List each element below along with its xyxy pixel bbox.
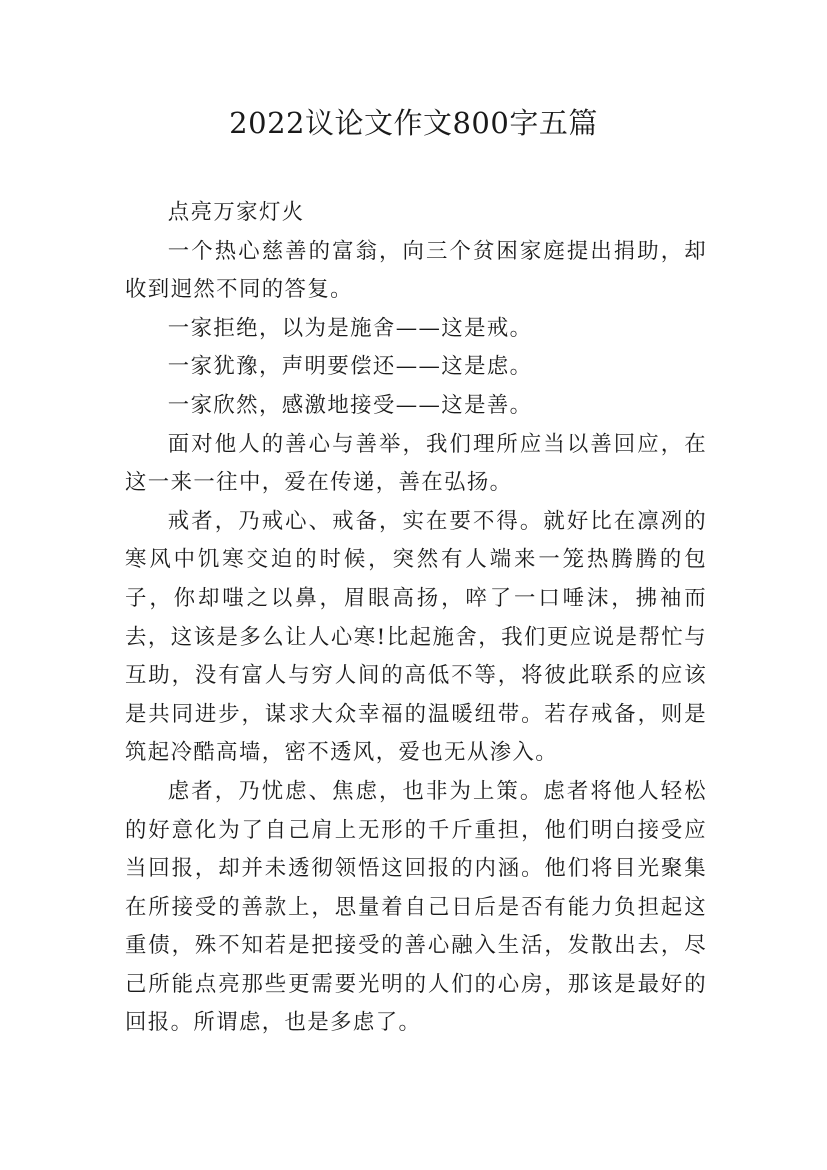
- document-title: 2022议论文作文800字五篇: [229, 106, 598, 140]
- paragraph: 面对他人的善心与善举，我们理所应当以善回应，在这一来一往中，爱在传递，善在弘扬。: [125, 431, 707, 496]
- paragraph: 一家拒绝，以为是施舍——这是戒。: [167, 315, 533, 341]
- essay-heading: 点亮万家灯火: [167, 200, 305, 225]
- paragraph: 一家欣然，感激地接受——这是善。: [167, 392, 533, 418]
- document-body: [125, 194, 707, 1043]
- paragraph: 一个热心慈善的富翁，向三个贫困家庭提出捐助，却收到迥然不同的答复。: [125, 238, 707, 303]
- paragraph: 一家犹豫，声明要偿还——这是虑。: [167, 354, 533, 380]
- paragraph: 虑者，乃忧虑、焦虑，也非为上策。虑者将他人轻松的好意化为了自己肩上无形的千斤重担，他们明白接受应当回报，却并未透彻领悟这回报的内涵。他们将目光聚集在所接受的善款上，思量着自己日后是否有能力负担起这重债，殊不知若是把接受的善心融入生活，发散出去，尽己所能点亮那些更需要光明的人们的心房，那该是最好的回报。所谓虑，也是多虑了。: [125, 778, 707, 1036]
- paragraph: 戒者，乃戒心、戒备，实在要不得。就好比在凛冽的寒风中饥寒交迫的时候，突然有人端来一笼热腾腾的包子，你却嗤之以鼻，眉眼高扬，啐了一口唾沫，拂袖而去，这该是多么让人心寒!比起施舍，我们更应说是帮忙与互助，没有富人与穷人间的高低不等，将彼此联系的应该是共同进步，谋求大众幸福的温暖纽带。若存戒备，则是筑起冷酷高墙，密不透风，爱也无从渗入。: [125, 508, 707, 766]
